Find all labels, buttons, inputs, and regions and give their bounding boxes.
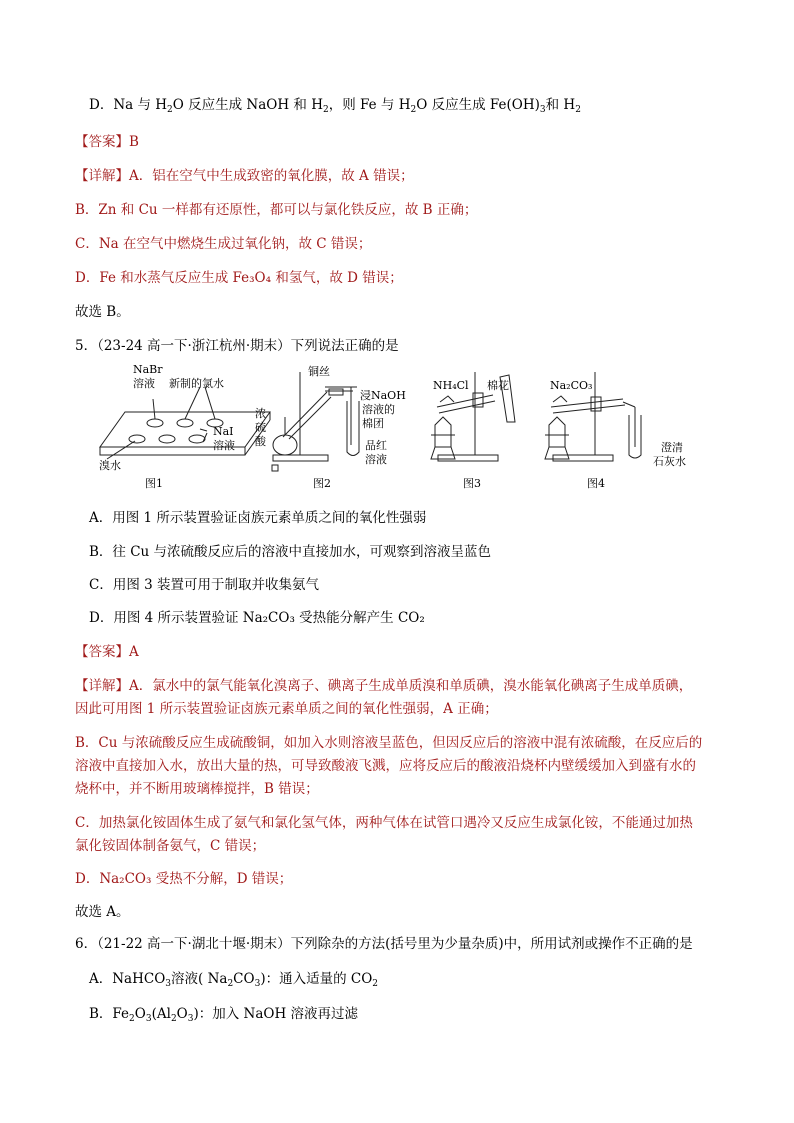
q6-stem: 6．（21-22 高一下·湖北十堰·期末）下列除杂的方法(括号里为少量杂质)中，所用试剂或操作不正确的是 <box>75 936 693 952</box>
fig1-label-nabr: NaBr <box>133 363 163 376</box>
fig2-label-magenta-1: 品红 <box>365 439 387 452</box>
fig1-label-nai: NaI <box>213 425 234 438</box>
fig1-label-solution-1: 溶液 <box>133 377 155 390</box>
fig2-label-naoh-1: 浸NaOH <box>360 389 406 402</box>
q6-option-b: B．$Fe_2O_3(Al_2O_3)$：加入 NaOH 溶液再过滤 <box>89 1006 359 1024</box>
fig3-label-cotton: 棉花 <box>487 379 509 392</box>
fig2-label-conc-2: 硫 <box>255 421 266 434</box>
q5-explain-line-5: 烧杯中，并不断用玻璃棒搅拌，B 错误； <box>75 781 319 797</box>
q5-figure <box>95 363 715 497</box>
q5-option-c: C．用图 3 装置可用于制取并收集氨气 <box>89 577 320 593</box>
fig2-caption: 图2 <box>313 477 331 490</box>
q5-option-d: D．用图 4 所示装置验证 Na₂CO₃ 受热能分解产生 CO₂ <box>89 610 425 626</box>
fig1-label-bromine-water: 溴水 <box>99 459 121 472</box>
fig2-label-naoh-3: 棉团 <box>362 417 384 430</box>
fig1-label-chlorine-water: 新制的氯水 <box>169 377 224 390</box>
q5-answer: 【答案】A <box>75 644 139 660</box>
q5-explain-line-2: 因此可用图 1 所示装置验证卤族元素单质之间的氧化性强弱，A 正确； <box>75 701 498 717</box>
fig1-caption: 图1 <box>145 477 163 490</box>
q5-conclusion: 故选 A。 <box>75 904 130 920</box>
fig2-label-conc-1: 浓 <box>255 407 266 420</box>
q5-explain-line-1: 【详解】A．氯水中的氯气能氧化溴离子、碘离子生成单质溴和单质碘，溴水能氧化碘离子生成单质碘， <box>75 678 693 694</box>
fig2-label-naoh-2: 溶液的 <box>362 403 395 416</box>
q4-explain-line-3: C．Na 在空气中燃烧生成过氧化钠，故 C 错误； <box>75 236 372 252</box>
q5-explain-line-6: C．加热氯化铵固体生成了氨气和氯化氢气体，两种气体在试管口遇冷又反应生成氯化铵，不能通过加热 <box>75 815 693 831</box>
q5-explain-line-8: D．Na₂CO₃ 受热不分解，D 错误； <box>75 871 293 887</box>
fig4-label-limewater-1: 澄清 <box>661 441 683 454</box>
q6-option-a: A．NaHCO$_3$溶液( $Na_2CO_3$)：通入适量的 $CO_2$ <box>89 971 379 989</box>
fig4-caption: 图4 <box>587 477 605 490</box>
q5-explain-line-3: B．Cu 与浓硫酸反应生成硫酸铜，如加入水则溶液呈蓝色，但因反应后的溶液中混有浓硫酸，在反应后的 <box>75 735 703 751</box>
fig4-label-na2co3: Na₂CO₃ <box>550 379 593 392</box>
fig3-caption: 图3 <box>463 477 481 490</box>
q4-option-d: D．Na 与 $H_2O$ 反应生成 NaOH 和 $H_2$，则 Fe 与 $H_2O$ 反应生成 $Fe(OH)_3$和 $H_2$ <box>89 97 581 115</box>
q5-option-a: A．用图 1 所示装置验证卤族元素单质之间的氧化性强弱 <box>89 510 427 526</box>
q4-conclusion: 故选 B。 <box>75 304 130 320</box>
q5-explain-line-4: 溶液中直接加入水，放出大量的热，可导致酸液飞溅，应将反应后的酸液沿烧杯内壁缓缓加入到盛有水的 <box>75 758 696 774</box>
q4-explain-line-2: B．Zn 和 Cu 一样都有还原性，都可以与氯化铁反应，故 B 正确； <box>75 202 478 218</box>
fig2-label-conc-3: 酸 <box>255 435 266 448</box>
q4-explain-line-4: D．Fe 和水蒸气反应生成 Fe₃O₄ 和氢气，故 D 错误； <box>75 270 403 286</box>
fig4-label-limewater-2: 石灰水 <box>653 455 686 468</box>
q5-option-b: B．往 Cu 与浓硫酸反应后的溶液中直接加水，可观察到溶液呈蓝色 <box>89 544 492 560</box>
q4-explain-line-1: 【详解】A．铝在空气中生成致密的氧化膜，故 A 错误； <box>75 168 414 184</box>
fig3-label-nh4cl: NH₄Cl <box>433 379 469 392</box>
q5-stem: 5．（23-24 高一下·浙江杭州·期末）下列说法正确的是 <box>75 338 399 354</box>
q4-answer: 【答案】B <box>75 134 139 150</box>
fig2-label-magenta-2: 溶液 <box>365 453 387 466</box>
q5-explain-line-7: 氯化铵固体制备氨气，C 错误； <box>75 838 266 854</box>
fig2-label-copper-wire: 铜丝 <box>308 365 330 378</box>
fig1-label-solution-2: 溶液 <box>213 439 235 452</box>
